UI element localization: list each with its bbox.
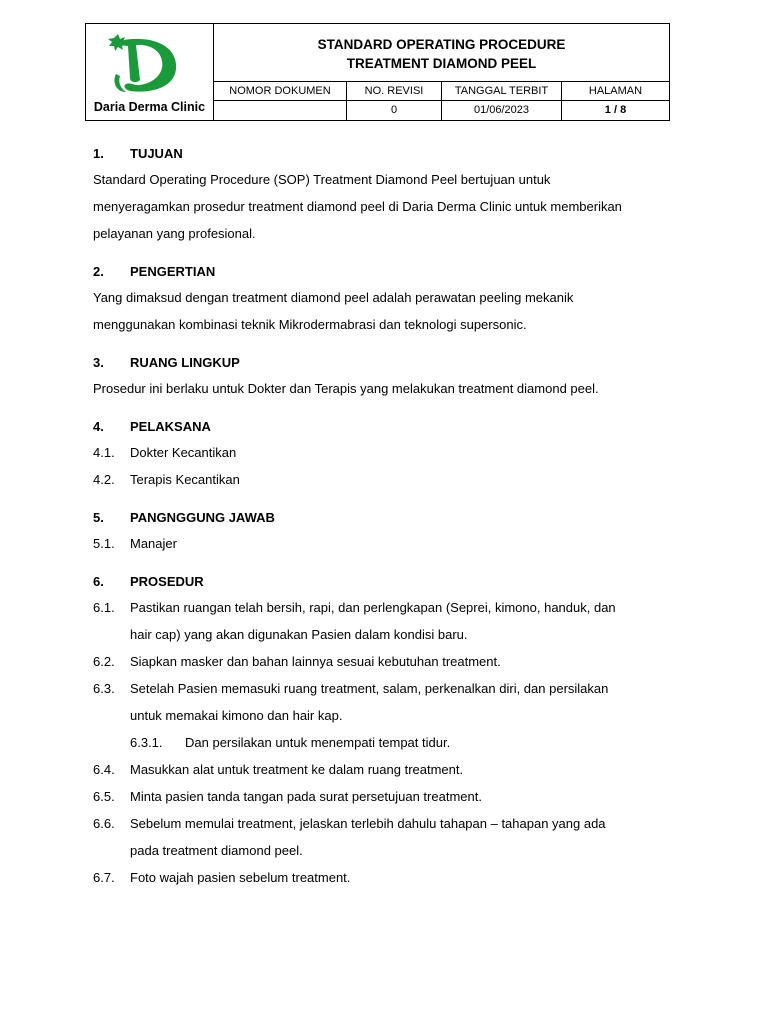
section-heading bbox=[93, 260, 683, 284]
item-text-line: Minta pasien tanda tangan pada surat persetujuan treatment. bbox=[130, 789, 482, 804]
list-item bbox=[93, 439, 683, 466]
section-heading bbox=[93, 351, 683, 375]
document-body bbox=[93, 142, 683, 904]
page-value: 1 / 8 bbox=[604, 104, 627, 116]
sub-list-item bbox=[93, 729, 683, 756]
section-number: 4. bbox=[93, 419, 104, 434]
item-text-line: Setelah Pasien memasuki ruang treatment, salam, perkenalkan diri, dan persilakan bbox=[130, 681, 609, 696]
section-title: PENGERTIAN bbox=[130, 264, 216, 279]
document-number-label: NOMOR DOKUMEN bbox=[214, 82, 347, 100]
list-item bbox=[93, 466, 683, 493]
item-number: 4.2. bbox=[93, 472, 115, 487]
logo-cell bbox=[86, 24, 214, 120]
item-number: 4.1. bbox=[93, 445, 115, 460]
title-line-2: TREATMENT DIAMOND PEEL bbox=[346, 56, 537, 71]
section-title: PELAKSANA bbox=[130, 419, 211, 434]
item-text-line: untuk memakai kimono dan hair kap. bbox=[130, 708, 343, 723]
item-text-line: Siapkan masker dan bahan lainnya sesuai kebutuhan treatment. bbox=[130, 654, 501, 669]
section-pengertian bbox=[93, 260, 683, 338]
document-title bbox=[214, 24, 669, 82]
section-heading bbox=[93, 142, 683, 166]
list-item bbox=[93, 756, 683, 783]
list-item bbox=[93, 530, 683, 557]
section-pelaksana bbox=[93, 415, 683, 493]
section-number: 2. bbox=[93, 264, 104, 279]
paragraph-line: Prosedur ini berlaku untuk Dokter dan Terapis yang melakukan treatment diamond peel. bbox=[93, 381, 599, 396]
paragraph-line: pelayanan yang profesional. bbox=[93, 226, 256, 241]
item-number: 6.5. bbox=[93, 789, 115, 804]
page-label: HALAMAN bbox=[588, 85, 643, 97]
paragraph-line: Yang dimaksud dengan treatment diamond peel adalah perawatan peeling mekanik bbox=[93, 290, 574, 305]
paragraph-line: Standard Operating Procedure (SOP) Treatment Diamond Peel bertujuan untuk bbox=[93, 172, 551, 187]
meta-labels-row bbox=[214, 82, 669, 101]
item-text-line: pada treatment diamond peel. bbox=[130, 843, 303, 858]
list-item bbox=[93, 648, 683, 675]
section-number: 5. bbox=[93, 510, 104, 525]
clinic-name: Daria Derma Clinic bbox=[93, 100, 206, 114]
issue-date-value: 01/06/2023 bbox=[442, 101, 562, 120]
clinic-logo-icon bbox=[106, 34, 186, 96]
revision-value: 0 bbox=[347, 101, 442, 120]
document-number-value bbox=[214, 101, 347, 120]
item-text-line: hair cap) yang akan digunakan Pasien dalam kondisi baru. bbox=[130, 627, 468, 642]
section-penanggung-jawab bbox=[93, 506, 683, 557]
item-number: 5.1. bbox=[93, 536, 115, 551]
item-text-line: Sebelum memulai treatment, jelaskan terlebih dahulu tahapan – tahapan yang ada bbox=[130, 816, 606, 831]
item-number: 6.7. bbox=[93, 870, 115, 885]
list-item bbox=[93, 810, 683, 864]
section-number: 1. bbox=[93, 146, 104, 161]
item-number: 6.3.1. bbox=[130, 735, 163, 750]
list-item bbox=[93, 783, 683, 810]
section-title: TUJUAN bbox=[130, 146, 183, 161]
section-number: 6. bbox=[93, 574, 104, 589]
section-title: PROSEDUR bbox=[130, 574, 204, 589]
item-text-line: Foto wajah pasien sebelum treatment. bbox=[130, 870, 351, 885]
section-prosedur bbox=[93, 570, 683, 891]
item-number: 6.1. bbox=[93, 600, 115, 615]
paragraph-line: menyeragamkan prosedur treatment diamond peel di Daria Derma Clinic untuk memberikan bbox=[93, 199, 622, 214]
item-text-line: Pastikan ruangan telah bersih, rapi, dan perlengkapan (Seprei, kimono, handuk, dan bbox=[130, 600, 616, 615]
section-ruang-lingkup bbox=[93, 351, 683, 402]
section-number: 3. bbox=[93, 355, 104, 370]
section-tujuan bbox=[93, 142, 683, 247]
item-text-line: Dan persilakan untuk menempati tempat tidur. bbox=[185, 735, 451, 750]
section-title: RUANG LINGKUP bbox=[130, 355, 240, 370]
item-number: 6.4. bbox=[93, 762, 115, 777]
section-heading bbox=[93, 415, 683, 439]
item-number: 6.6. bbox=[93, 816, 115, 831]
list-item bbox=[93, 864, 683, 891]
item-text: Dokter Kecantikan bbox=[130, 445, 237, 460]
section-heading bbox=[93, 570, 683, 594]
item-number: 6.3. bbox=[93, 681, 115, 696]
issue-date-label: TANGGAL TERBIT bbox=[442, 82, 562, 100]
item-text: Manajer bbox=[130, 536, 177, 551]
document-header bbox=[85, 23, 670, 121]
list-item bbox=[93, 594, 683, 648]
meta-values-row bbox=[214, 101, 669, 120]
section-title: PANGNGGUNG JAWAB bbox=[130, 510, 275, 525]
item-text: Terapis Kecantikan bbox=[130, 472, 240, 487]
revision-label: NO. REVISI bbox=[347, 82, 442, 100]
item-text-line: Masukkan alat untuk treatment ke dalam ruang treatment. bbox=[130, 762, 464, 777]
title-line-1: STANDARD OPERATING PROCEDURE bbox=[317, 37, 566, 52]
item-number: 6.2. bbox=[93, 654, 115, 669]
section-heading bbox=[93, 506, 683, 530]
list-item bbox=[93, 675, 683, 729]
paragraph-line: menggunakan kombinasi teknik Mikrodermabrasi dan teknologi supersonic. bbox=[93, 317, 527, 332]
